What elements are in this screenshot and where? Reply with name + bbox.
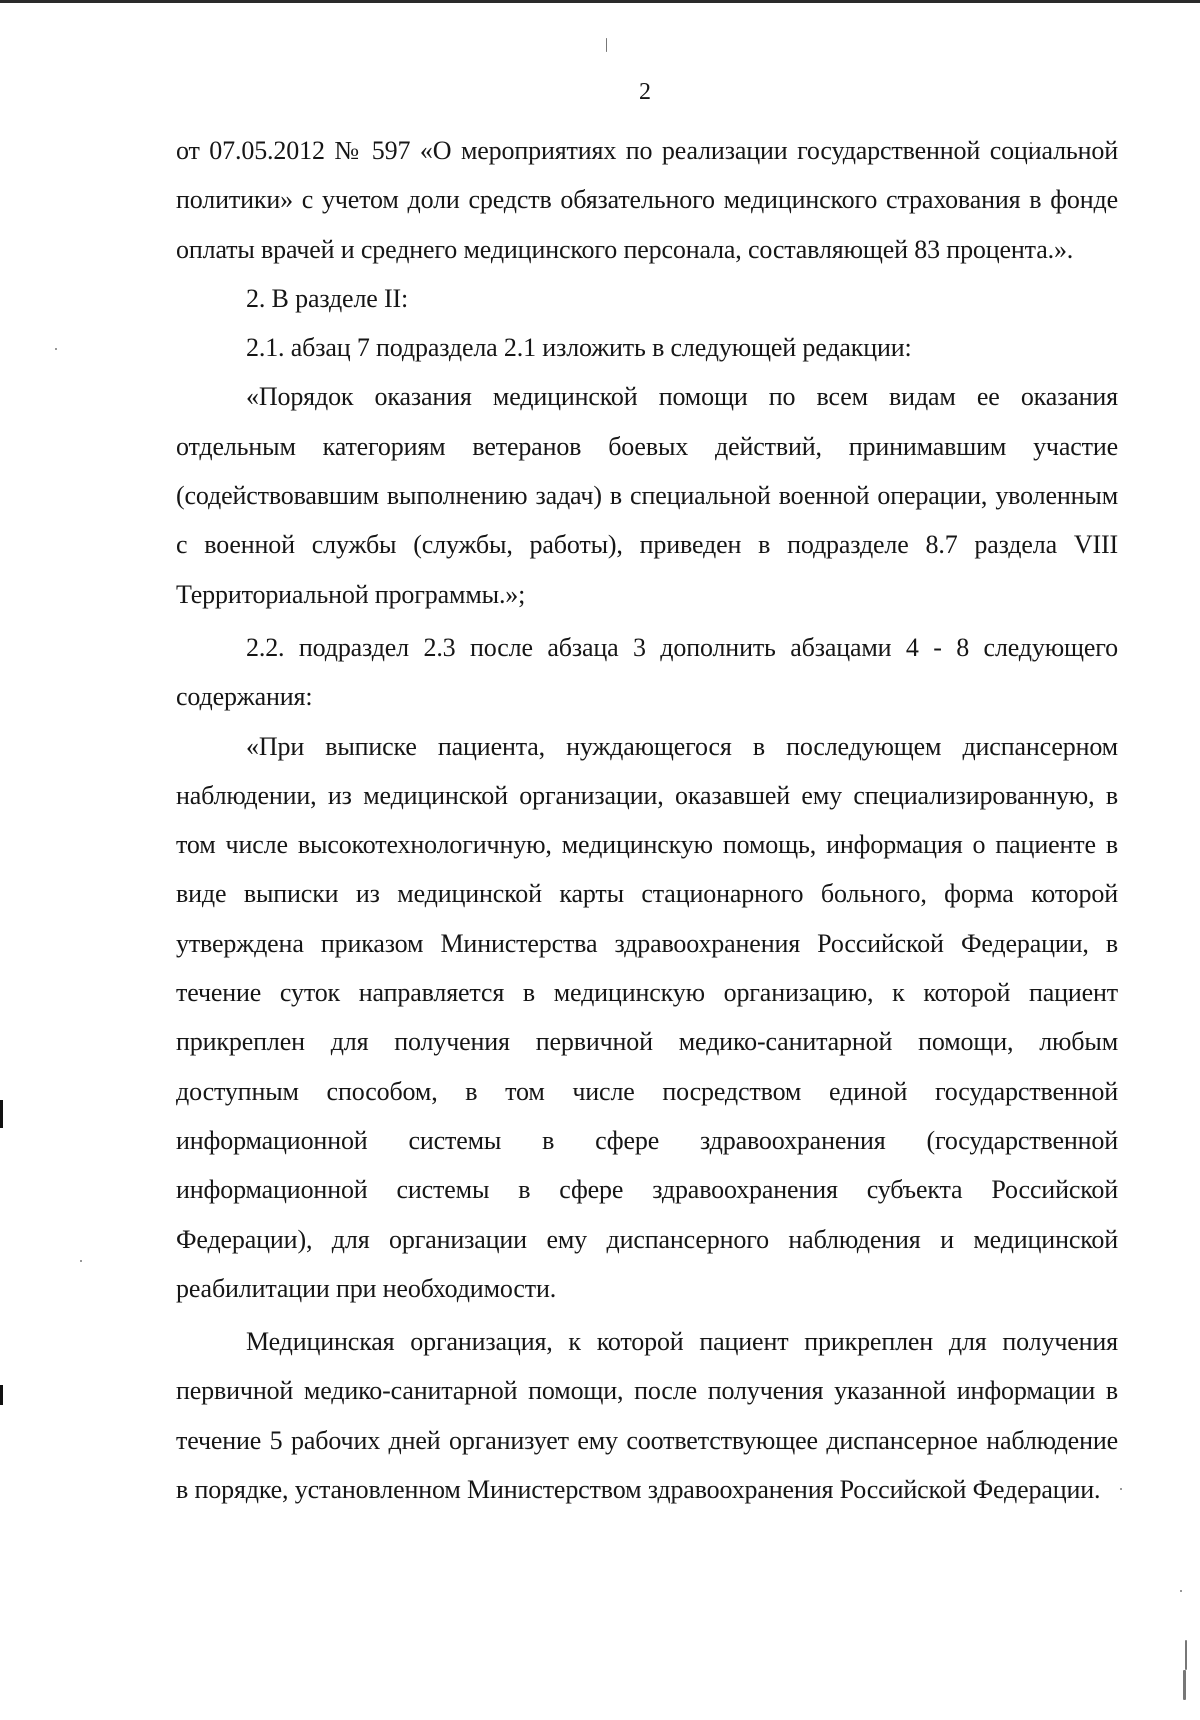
paragraph-medical-organization: Медицинская организация, к которой пациент прикреплен для получения первичной медико-санитарной помощи, после получения указанной информации в течение 5 рабочих дней организует ему соответствующее диспансерное наблюдение в порядке, установленном Министерством здравоохранения Российской Федерации. <box>176 1327 1118 1505</box>
paragraph-item-2-1: 2.1. абзац 7 подраздела 2.1 изложить в следующей редакции: <box>246 333 912 363</box>
scan-top-edge <box>0 0 1200 3</box>
page-number: 2 <box>639 79 651 105</box>
paragraph-section-2: 2. В разделе II: <box>246 283 409 313</box>
paragraph-quote-veterans: «Порядок оказания медицинской помощи по всем видам ее оказания отдельным категориям ветеранов боевых действий, принимавшим участие (содействовавшим выполнению задач) в специальной военной операции, уволенным с военной службы (службы, работы), приведен в подразделе 8.7 раздела VIII Территориальной программы.»; <box>176 382 1118 609</box>
scan-margin-mark <box>0 1100 3 1128</box>
document-body <box>176 126 1118 1514</box>
paragraph-quote-discharge: «При выписке пациента, нуждающегося в последующем диспансерном наблюдении, из медицинской организации, оказавшей ему специализированную, в том числе высокотехнологичную, медицинскую помощь, информация о пациенте в виде выписки из медицинской карты стационарного больного, форма которой утверждена приказом Министерства здравоохранения Российской Федерации, в течение суток направляется в медицинскую организацию, к которой пациент прикреплен для получения первичной медико-санитарной помощи, любым доступным способом, в том числе посредством единой государственной информационной системы в сфере здравоохранения (государственной информационной системы в сфере здравоохранения субъекта Российской Федерации), для организации ему диспансерного наблюдения и медицинской реабилитации при необходимости. <box>176 731 1118 1303</box>
scan-margin-mark <box>0 1385 3 1405</box>
paragraph-item-2-2: 2.2. подраздел 2.3 после абзаца 3 дополнить абзацами 4 - 8 следующего содержания: <box>176 632 1118 712</box>
paragraph-continuation: от 07.05.2012 № 597 «О мероприятиях по реализации государственной социальной политики» с учетом доли средств обязательного медицинского страхования в фонде оплаты врачей и среднего медицинского персонала, составляющей 83 процента.». <box>176 136 1118 264</box>
